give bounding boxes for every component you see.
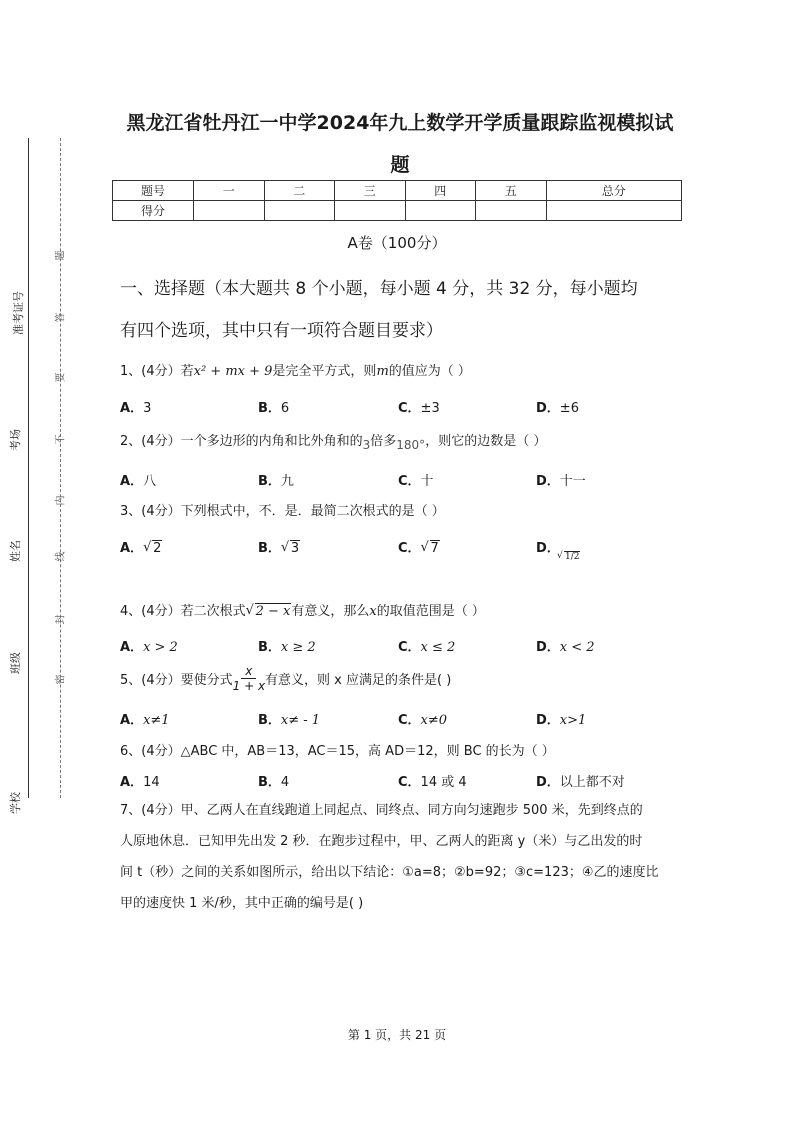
seal-char: 要 (55, 372, 67, 383)
option-c[interactable]: C．x ≤ 2 (398, 640, 456, 655)
score-input-cell[interactable] (194, 201, 265, 221)
score-cell: 题号 (113, 181, 194, 201)
option-d[interactable]: D．x>1 (536, 713, 587, 728)
option-a[interactable]: A．x > 2 (120, 640, 178, 655)
score-cell: 五 (476, 181, 547, 201)
question-6-stem: 6、(4分）△ABC 中，AB＝13，AC＝15，高 AD＝12，则 BC 的长为（ ） (120, 744, 555, 759)
option-a[interactable]: A．√ 2 (120, 537, 162, 556)
score-table (112, 180, 682, 221)
seal-char: 不 (55, 434, 67, 445)
q-text: 是完全平方式，则 (272, 364, 377, 379)
seal-char: 线 (55, 551, 67, 562)
option-c[interactable]: C．十 (398, 474, 434, 489)
option-b[interactable]: B．√ 3 (258, 537, 300, 556)
question-5-stem: 5、(4分）要使分式 $\frac{x}{1 + x}$ 有意义，则 x 应满足的条件是( ) (120, 664, 452, 693)
option-b[interactable]: B．4 (258, 775, 290, 790)
option-c[interactable]: C．±3 (398, 401, 440, 416)
option-d[interactable]: D． (536, 541, 560, 556)
option-d-sqrt-half: √ 1/2 (557, 552, 580, 562)
q-fraction: $\frac{x}{1 + x}$ (232, 664, 266, 693)
option-d[interactable]: D．±6 (536, 401, 579, 416)
option-a[interactable]: A．八 (120, 474, 157, 489)
question-4-stem: 4、(4分）若二次根式√ 2 − x有意义，那么x的取值范围是（ ） (120, 600, 485, 619)
option-c[interactable]: C．14 或 4 (398, 775, 467, 790)
label-exam-number: 准考证号 (12, 291, 25, 335)
score-table-header-row (113, 181, 682, 201)
option-c[interactable]: C．√ 7 (398, 537, 440, 556)
q7-line: 人原地休息．已知甲先出发 2 秒．在跑步过程中，甲、乙两人的距离 y（米）与乙出发的时 (120, 834, 643, 849)
q7-line: 甲的速度快 1 米/秒，其中正确的编号是( ) (120, 896, 364, 911)
score-input-cell[interactable] (546, 201, 682, 221)
label-class: 班级 (9, 652, 22, 674)
q-text: 1、(4分）若 (120, 364, 194, 379)
q-radical: √ 2 − x (246, 604, 292, 619)
option-b[interactable]: B．x ≥ 2 (258, 640, 316, 655)
label-exam-room: 考场 (9, 429, 22, 451)
option-a[interactable]: A．14 (120, 775, 160, 790)
seal-char: 密 (55, 674, 67, 685)
score-input-cell[interactable] (476, 201, 547, 221)
q-var: m (376, 364, 389, 379)
question-3-stem: 3、(4分）下列根式中，不．是．最简二次根式的是（ ） (120, 504, 445, 519)
option-d[interactable]: D．以上都不对 (536, 775, 625, 790)
label-name: 姓名 (9, 540, 22, 562)
option-c[interactable]: C．x≠0 (398, 713, 448, 728)
question-7-stem (120, 795, 680, 919)
option-a[interactable]: A．x≠1 (120, 713, 170, 728)
option-d[interactable]: D．十一 (536, 474, 586, 489)
score-table-score-row (113, 201, 682, 221)
option-b[interactable]: B．6 (258, 401, 290, 416)
page-title-line1: 黑龙江省牡丹江一中学2024年九上数学开学质量跟踪监视模拟试 (126, 112, 674, 134)
q7-line: 7、(4分）甲、乙两人在直线跑道上同起点、同终点、同方向匀速跑步 500 米，先到终点的 (120, 803, 643, 818)
q7-line: 间 t（秒）之间的关系如图所示，给出以下结论：①a=8；②b=92；③c=123；④乙的速度比 (120, 865, 659, 880)
question-1-stem (120, 360, 471, 379)
page-title-line2: 题 (390, 154, 410, 176)
option-b[interactable]: B．九 (258, 474, 294, 489)
score-input-cell[interactable] (264, 201, 335, 221)
section-heading-line2: 有四个选项，其中只有一项符合题目要求） (120, 321, 443, 341)
score-cell: 一 (194, 181, 265, 201)
seal-char: 题 (55, 250, 67, 261)
page-footer: 第 1 页，共 21 页 (347, 1028, 447, 1042)
option-d[interactable]: D．x < 2 (536, 640, 595, 655)
label-school: 学校 (9, 792, 22, 814)
option-a[interactable]: A．3 (120, 401, 152, 416)
score-input-cell[interactable] (405, 201, 476, 221)
score-cell: 三 (335, 181, 406, 201)
seal-char: 封 (55, 614, 67, 625)
score-cell: 得分 (113, 201, 194, 221)
question-2-stem: 2、(4分）一个多边形的内角和比外角和的3倍多180°，则它的边数是（ ） (120, 434, 547, 452)
score-cell: 二 (264, 181, 335, 201)
option-b[interactable]: B．x≠ - 1 (258, 713, 321, 728)
q-text: 的值应为（ ） (388, 364, 471, 379)
score-cell: 四 (405, 181, 476, 201)
score-cell: 总分 (546, 181, 682, 201)
seal-char: 内 (55, 495, 67, 506)
q-number: 180° (396, 438, 426, 452)
section-heading-line1: 一、选择题（本大题共 8 个小题，每小题 4 分，共 32 分，每小题均 (120, 279, 638, 299)
q-math: x² + mx + 9 (193, 364, 273, 379)
volume-heading: A卷（100分） (347, 234, 447, 252)
q-number: 3 (362, 438, 371, 452)
score-input-cell[interactable] (335, 201, 406, 221)
seal-char: 答 (55, 312, 67, 323)
